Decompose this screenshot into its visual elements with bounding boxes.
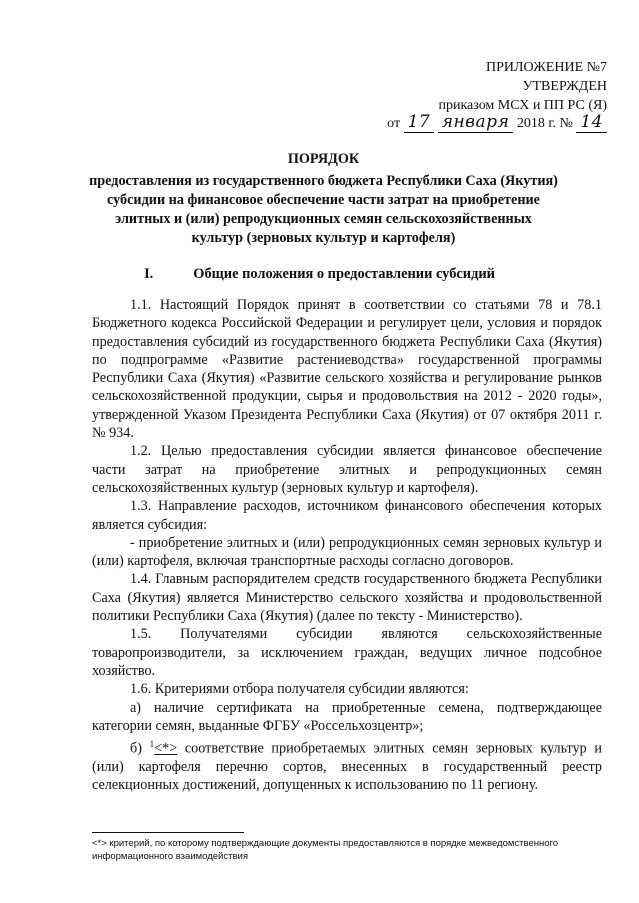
document-body	[92, 296, 602, 795]
title-line-1: предоставления из государственного бюджета Республики Саха (Якутия)	[89, 173, 558, 189]
order-date-line	[387, 113, 607, 133]
footnote-separator	[92, 832, 244, 833]
paragraph-1-3: 1.3. Направление расходов, источником финансового обеспечения которых является субсидия:	[92, 498, 602, 533]
date-prefix: от	[387, 116, 401, 131]
paragraph-1-6-b	[92, 735, 602, 795]
section-title: Общие положения о предоставлении субсидий	[193, 266, 495, 282]
appendix-label: ПРИЛОЖЕНИЕ №7	[486, 60, 607, 75]
footnote-text: <*> критерий, по которому подтверждающие документы предоставляются в порядке межведомственного информационного взаимодействия	[92, 838, 559, 862]
paragraph-1-6: 1.6. Критериями отбора получателя субсидии являются:	[130, 681, 469, 698]
title-line-2: субсидии на финансовое обеспечение части затрат на приобретение	[107, 192, 540, 208]
section-number: I.	[144, 266, 154, 282]
order-label: приказом МСХ и ПП РС (Я)	[438, 98, 607, 113]
item-b-prefix: б)	[130, 740, 142, 757]
document-title: ПОРЯДОК	[287, 151, 360, 167]
section-heading	[0, 265, 639, 284]
item-b-text: соответствие приобретаемых элитных семян зерновых культур и (или) картофеля перечню сортов, внесенных в государственный реестр селекционных достижений, допущенных к использованию по 11 региону.	[92, 740, 602, 794]
handwritten-date-day: 17	[404, 112, 435, 133]
paragraph-1-5: 1.5. Получателями субсидии являются сельскохозяйственные товаропроизводители, за исключением граждан, ведущих личное подсобное хозяйство.	[92, 626, 602, 679]
footnote-reference-link[interactable]: <*>	[154, 740, 178, 757]
paragraph-1-2: 1.2. Целью предоставления субсидии является финансовое обеспечение части затрат на приобретение элитных и репродукционных семян сельскохозяйственных культур (зерновых культур и картофеля).	[92, 443, 602, 496]
title-line-3: элитных и (или) репродукционных семян сельскохозяйственных	[115, 211, 532, 227]
paragraph-1-4: 1.4. Главным распорядителем средств государственного бюджета Республики Саха (Якутия) является Министерство сельского хозяйства и продовольственной политики Республики Саха (Якутия) (далее по тексту - Министерство).	[92, 571, 602, 625]
date-year: 2018 г. №	[516, 116, 573, 131]
handwritten-order-number: 14	[576, 112, 607, 133]
footnote-number: 1	[149, 739, 155, 750]
paragraph-1-6-a: а) наличие сертификата на приобретенные семена, подтверждающее категории семян, выданные ФГБУ «Россельхозцентр»;	[92, 699, 602, 734]
handwritten-date-month: января	[438, 112, 514, 133]
paragraph-1-3-item: - приобретение элитных и (или) репродукционных семян зерновых культур и (или) картофеля, включая транспортные расходы согласно договоров.	[92, 534, 602, 570]
paragraph-1-1: 1.1. Настоящий Порядок принят в соответствии со статьями 78 и 78.1 Бюджетного кодекса Российской Федерации и регулирует цели, условия и порядок предоставления субсидий из государственного бюджета Республики Саха (Якутия) по подпрограмме «Развитие растениеводства» государственной программы Республики Саха (Якутия) «Развитие сельского хозяйства и регулирование рынков сельскохозяйственной продукции, сырья и продовольствия на 2012 - 2020 годы», утвержденной Указом Президента Республики Саха (Якутия) от 07 октября 2011 г. № 934.	[92, 297, 602, 442]
title-line-4: культур (зерновых культур и картофеля)	[191, 230, 456, 246]
approved-label: УТВЕРЖДЕН	[522, 79, 607, 94]
